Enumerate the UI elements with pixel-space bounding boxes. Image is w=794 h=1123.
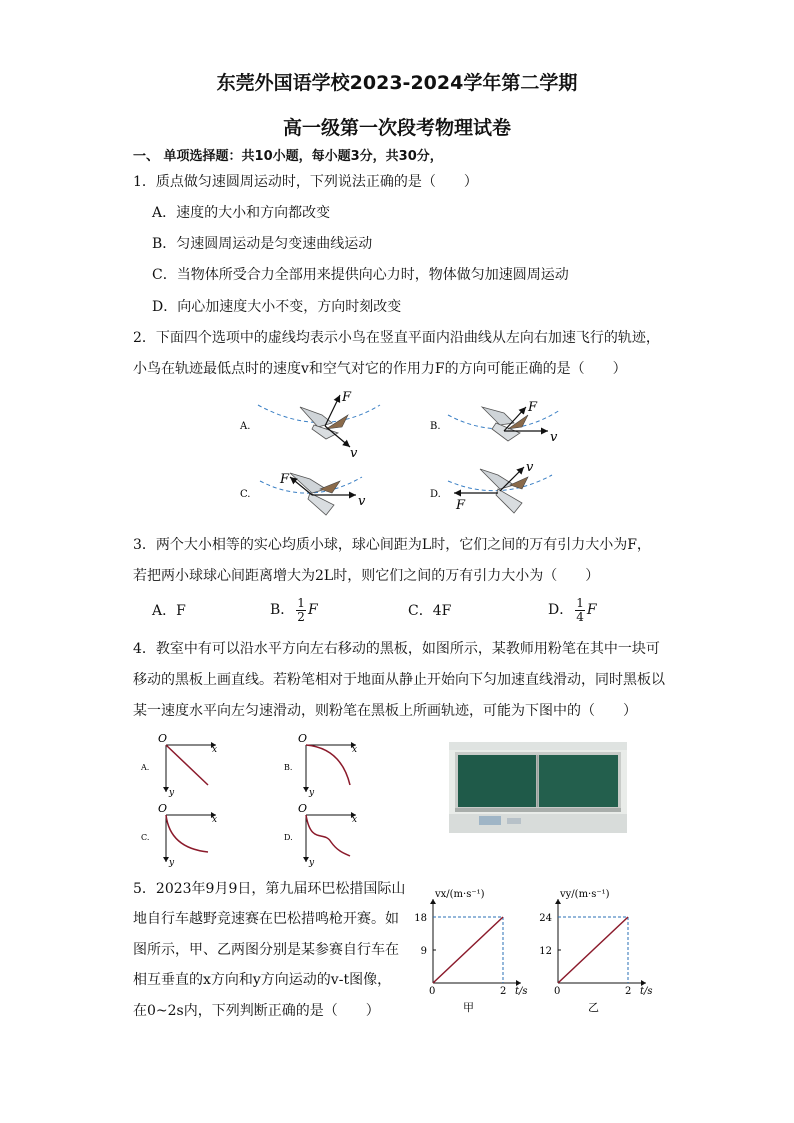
velocity-label: v: [350, 446, 358, 461]
bird-icon: [300, 407, 348, 439]
q3-option-c: C．4F: [408, 603, 452, 619]
velocity-label: v: [358, 494, 366, 509]
origin-label: O: [158, 732, 168, 745]
y-axis-label: y: [169, 858, 175, 868]
q5-line2: 地自行车越野竞速赛在巴松措鸣枪开赛。如: [133, 911, 399, 927]
q3-stem-line2: 若把两小球球心间距离增大为2L时，则它们之间的万有引力大小为（ ）: [133, 568, 600, 584]
trajectory-curve: [306, 815, 350, 856]
q2-option-a-figure: [239, 390, 380, 461]
q4-stem-line1: 4．教室中有可以沿水平方向左右移动的黑板，如图所示，某教师用粉笔在其中一块可: [133, 641, 660, 657]
bird-icon: [290, 473, 340, 515]
q2-option-c-figure: [240, 472, 366, 515]
series-line: [558, 917, 628, 983]
q2-stem-line1: 2．下面四个选项中的虚线均表示小鸟在竖直平面内沿曲线从左向右加速飞行的轨迹，: [133, 330, 660, 346]
section-heading: 一、 单项选择题：共10小题，每小题3分，共30分，: [133, 149, 443, 164]
x-axis-label: x: [212, 745, 218, 755]
blackboard-right: [539, 755, 618, 807]
q4-option-b-graph: [284, 732, 357, 798]
q2-label-d: D.: [430, 489, 441, 500]
blackboard-photo: [449, 742, 627, 833]
q5-line3: 图所示，甲、乙两图分别是某参赛自行车在: [133, 942, 399, 958]
q3-option-d: [548, 593, 597, 627]
x-axis-label: t/s: [515, 986, 528, 997]
force-label: F: [528, 400, 538, 415]
exam-title: 东莞外国语学校2023-2024学年第二学期: [216, 72, 578, 94]
q4-label-a: A.: [141, 763, 150, 772]
x-axis-label: x: [352, 815, 358, 825]
fraction-one-half: [296, 597, 306, 624]
q3-option-d-prefix: D．: [548, 602, 574, 618]
bird-icon: [480, 469, 528, 513]
q1-stem: 1．质点做匀速圆周运动时，下列说法正确的是（ ）: [133, 174, 478, 190]
fraction-numerator: 1: [297, 595, 305, 610]
force-label: F: [342, 390, 352, 405]
force-label: F: [456, 498, 466, 513]
q5-line1: 5．2023年9月9日，第九届环巴松措国际山: [133, 881, 406, 897]
x-tick-label: 0: [554, 986, 561, 997]
x-axis-label: x: [212, 815, 218, 825]
q4-label-b: B.: [284, 763, 293, 772]
q3-option-a: A．F: [152, 603, 186, 619]
y-axis-label: vy/(m·s⁻¹): [560, 889, 610, 900]
q4-label-c: C.: [141, 833, 150, 842]
x-axis-label: x: [352, 745, 358, 755]
fraction-one-quarter: [575, 597, 585, 624]
q1-option-d: D．向心加速度大小不变，方向时刻改变: [152, 299, 402, 315]
q3-option-d-suffix: F: [586, 602, 597, 618]
q2-label-c: C.: [240, 489, 251, 500]
q5-line5: 在0~2s内，下列判断正确的是（ ）: [133, 1003, 380, 1019]
q1-option-a: A．速度的大小和方向都改变: [152, 205, 331, 221]
q4-option-c-graph: [141, 802, 217, 868]
trajectory-curve: [166, 745, 208, 785]
fraction-numerator: 1: [576, 595, 584, 610]
trajectory-curve: [166, 815, 208, 852]
velocity-label: v: [550, 430, 558, 445]
fraction-denominator: 4: [576, 609, 584, 624]
q2-stem-line2: 小鸟在轨迹最低点时的速度v和空气对它的作用力F的方向可能正确的是（ ）: [133, 361, 627, 377]
vt-charts: [405, 885, 665, 1020]
q4-option-a-graph: [140, 732, 217, 798]
x-tick-label: 2: [625, 986, 632, 997]
x-axis-label: t/s: [640, 986, 653, 997]
q3-option-b-suffix: F: [307, 602, 318, 618]
y-tick-label: 9: [420, 946, 427, 957]
exam-subtitle: 高一级第一次段考物理试卷: [282, 117, 511, 139]
q2-label-a: A.: [240, 421, 251, 432]
chart-title: 甲: [463, 1001, 474, 1014]
q1-option-c: C．当物体所受合力全部用来提供向心力时，物体做匀加速圆周运动: [152, 267, 569, 283]
x-tick-label: 0: [429, 986, 436, 997]
y-tick-label: 18: [414, 913, 427, 924]
q4-stem-line3: 某一速度水平向左匀速滑动，则粉笔在黑板上所画轨迹，可能为下图中的（ ）: [133, 703, 637, 719]
trajectory-curve: [306, 745, 350, 785]
y-axis-label: vx/(m·s⁻¹): [435, 889, 485, 900]
y-tick-label: 12: [539, 946, 552, 957]
q5-line4: 相互垂直的x方向和y方向运动的v-t图像，: [133, 972, 392, 988]
blackboard-left: [458, 755, 536, 807]
q4-option-d-graph: [284, 802, 357, 868]
q3-option-b: [270, 593, 318, 627]
origin-label: O: [298, 802, 308, 815]
q1-option-b: B．匀速圆周运动是匀变速曲线运动: [152, 236, 373, 252]
origin-label: O: [158, 802, 168, 815]
y-axis-label: y: [169, 788, 175, 798]
x-tick-label: 2: [500, 986, 507, 997]
q2-option-b-figure: [430, 400, 560, 445]
velocity-label: v: [526, 460, 534, 475]
origin-label: O: [298, 732, 308, 745]
q4-stem-line2: 移动的黑板上画直线。若粉笔相对于地面从静止开始向下匀加速直线滑动，同时黑板以: [133, 672, 665, 688]
chart-title: 乙: [588, 1001, 599, 1014]
q2-option-d-figure: [430, 460, 552, 513]
q2-label-b: B.: [430, 421, 441, 432]
q3-option-b-prefix: B．: [270, 602, 295, 618]
y-axis-label: y: [309, 858, 315, 868]
force-label: F: [280, 472, 290, 487]
q4-label-d: D.: [284, 833, 293, 842]
q4-trajectory-options: [136, 730, 366, 870]
y-axis-label: y: [309, 788, 315, 798]
q2-bird-figures: [230, 385, 590, 525]
q3-stem-line1: 3．两个大小相等的实心均质小球，球心间距为L时，它们之间的万有引力大小为F，: [133, 537, 651, 553]
y-tick-label: 24: [539, 913, 552, 924]
fraction-denominator: 2: [297, 609, 305, 624]
series-line: [433, 917, 503, 983]
